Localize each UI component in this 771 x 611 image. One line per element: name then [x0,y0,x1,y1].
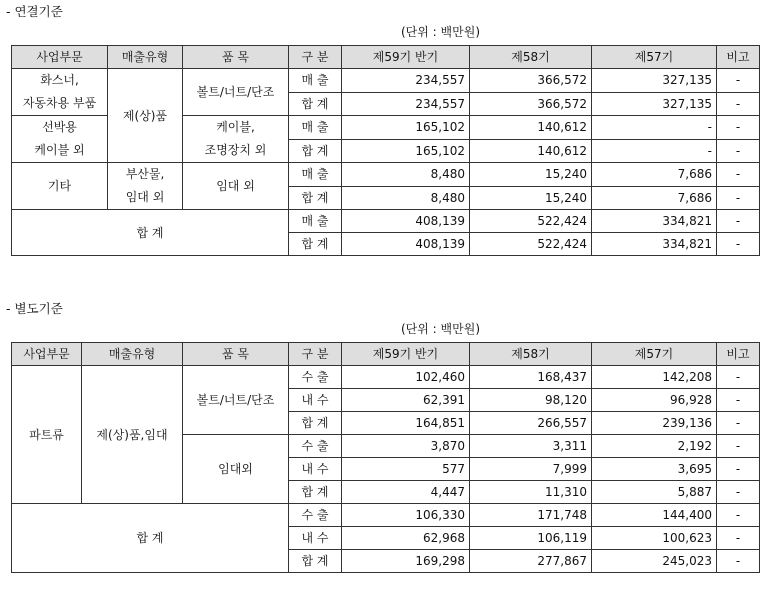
remark-cell: - [717,139,760,163]
value-cell: 164,851 [342,412,470,435]
item-cell: 임대외 [183,435,289,504]
total-label-cell: 합 계 [12,210,289,256]
remark-cell: - [717,233,760,256]
value-cell: 140,612 [470,139,592,163]
remark-cell: - [717,389,760,412]
item-cell: 임대 외 [183,163,289,210]
value-cell: 168,437 [470,366,592,389]
value-cell: 366,572 [470,69,592,93]
category-cell: 매 출 [289,210,342,233]
value-cell: 62,968 [342,527,470,550]
value-cell: 7,686 [592,186,717,210]
header-cell: 제57기 [592,46,717,69]
table-header-row [12,46,760,69]
value-cell: 165,102 [342,139,470,163]
unit-label: (단위 : 백만원) [401,322,480,336]
table-row [12,504,760,527]
table-row [12,69,760,93]
value-cell: 106,119 [470,527,592,550]
remark-cell: - [717,504,760,527]
category-cell: 수 출 [289,435,342,458]
separate-sales-table [11,342,760,573]
value-cell: 327,135 [592,69,717,93]
category-cell: 수 출 [289,366,342,389]
category-cell: 합 계 [289,412,342,435]
segment-cell: 선박용 케이블 외 [12,116,108,163]
value-cell: 165,102 [342,116,470,140]
value-cell: 8,480 [342,186,470,210]
value-cell: 234,557 [342,69,470,93]
value-cell: 239,136 [592,412,717,435]
value-cell: 100,623 [592,527,717,550]
value-cell: 334,821 [592,210,717,233]
value-cell: 327,135 [592,92,717,116]
value-cell: 266,557 [470,412,592,435]
category-cell: 합 계 [289,233,342,256]
header-cell: 사업부문 [12,46,108,69]
value-cell: 7,999 [470,458,592,481]
category-cell: 수 출 [289,504,342,527]
sales-type-cell: 부산물, 임대 외 [108,163,183,210]
value-cell: 522,424 [470,210,592,233]
consolidated-sales-table [11,45,760,256]
header-cell: 사업부문 [12,343,82,366]
value-cell: 11,310 [470,481,592,504]
category-cell: 매 출 [289,69,342,93]
value-cell: 4,447 [342,481,470,504]
segment-cell: 기타 [12,163,108,210]
segment-cell: 파트류 [12,366,82,504]
header-cell: 제58기 [470,46,592,69]
value-cell: 8,480 [342,163,470,187]
value-cell: 334,821 [592,233,717,256]
remark-cell: - [717,116,760,140]
remark-cell: - [717,550,760,573]
value-cell: 577 [342,458,470,481]
value-cell: 3,870 [342,435,470,458]
value-cell: 366,572 [470,92,592,116]
remark-cell: - [717,435,760,458]
header-cell: 제59기 반기 [342,343,470,366]
table-row [12,366,760,389]
value-cell: 234,557 [342,92,470,116]
value-cell: 106,330 [342,504,470,527]
category-cell: 합 계 [289,186,342,210]
item-cell: 볼트/너트/단조 [183,69,289,116]
value-cell: 2,192 [592,435,717,458]
item-cell: 케이블, 조명장치 외 [183,116,289,163]
header-cell: 구 분 [289,46,342,69]
table-row [12,163,760,187]
header-cell: 매출유형 [82,343,183,366]
value-cell: 62,391 [342,389,470,412]
remark-cell: - [717,481,760,504]
total-label-cell: 합 계 [12,504,289,573]
value-cell: 140,612 [470,116,592,140]
table-header-row [12,343,760,366]
category-cell: 내 수 [289,389,342,412]
header-cell: 품 목 [183,46,289,69]
table-row [12,210,760,233]
sales-type-cell: 제(상)품 [108,69,183,163]
remark-cell: - [717,210,760,233]
value-cell: 245,023 [592,550,717,573]
remark-cell: - [717,458,760,481]
section-title-consolidated: - 연결기준 [6,4,63,19]
value-cell: 15,240 [470,163,592,187]
value-cell: 277,867 [470,550,592,573]
value-cell: - [592,116,717,140]
remark-cell: - [717,366,760,389]
sales-type-cell: 제(상)품,임대 [82,366,183,504]
value-cell: 408,139 [342,233,470,256]
value-cell: 5,887 [592,481,717,504]
value-cell: 3,695 [592,458,717,481]
value-cell: - [592,139,717,163]
value-cell: 96,928 [592,389,717,412]
header-cell: 제57기 [592,343,717,366]
value-cell: 171,748 [470,504,592,527]
remark-cell: - [717,92,760,116]
remark-cell: - [717,163,760,187]
remark-cell: - [717,412,760,435]
remark-cell: - [717,69,760,93]
category-cell: 합 계 [289,92,342,116]
category-cell: 합 계 [289,139,342,163]
value-cell: 142,208 [592,366,717,389]
header-cell: 제58기 [470,343,592,366]
category-cell: 내 수 [289,527,342,550]
category-cell: 내 수 [289,458,342,481]
value-cell: 144,400 [592,504,717,527]
unit-label: (단위 : 백만원) [401,25,480,39]
value-cell: 408,139 [342,210,470,233]
item-cell: 볼트/너트/단조 [183,366,289,435]
category-cell: 매 출 [289,163,342,187]
remark-cell: - [717,527,760,550]
value-cell: 102,460 [342,366,470,389]
value-cell: 15,240 [470,186,592,210]
header-cell: 매출유형 [108,46,183,69]
header-cell: 품 목 [183,343,289,366]
category-cell: 합 계 [289,550,342,573]
section-title-separate: - 별도기준 [6,301,63,316]
header-cell: 구 분 [289,343,342,366]
header-cell: 비고 [717,343,760,366]
value-cell: 169,298 [342,550,470,573]
header-cell: 비고 [717,46,760,69]
category-cell: 합 계 [289,481,342,504]
value-cell: 98,120 [470,389,592,412]
value-cell: 3,311 [470,435,592,458]
segment-cell: 화스너, 자동차용 부품 [12,69,108,116]
category-cell: 매 출 [289,116,342,140]
value-cell: 522,424 [470,233,592,256]
header-cell: 제59기 반기 [342,46,470,69]
remark-cell: - [717,186,760,210]
value-cell: 7,686 [592,163,717,187]
